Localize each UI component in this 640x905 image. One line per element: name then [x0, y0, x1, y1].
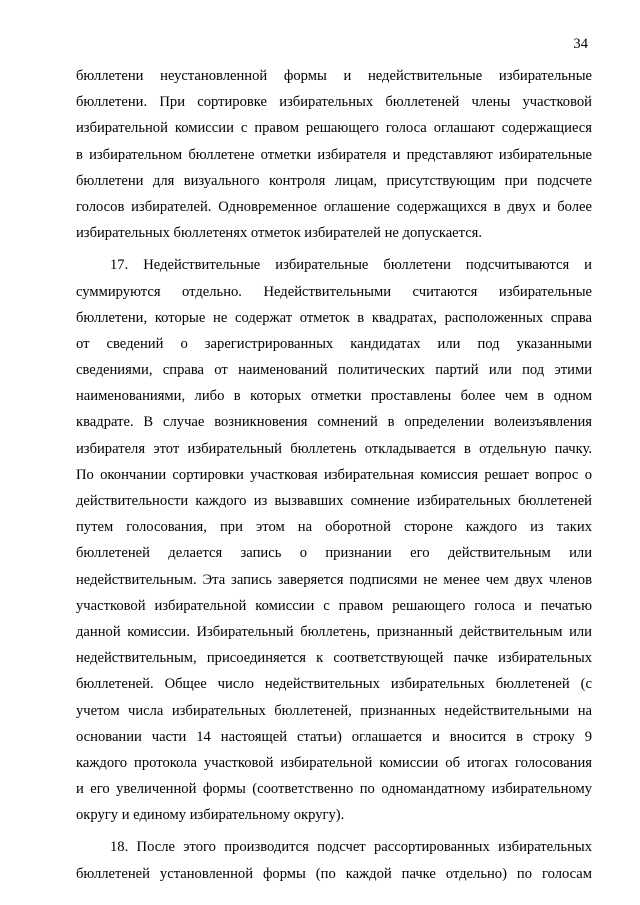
text-line: наименованиями, либо в которых отметки проставлены более чем в одном [76, 388, 592, 405]
text-line: бюллетени неустановленной формы и недействительные избирательные [76, 68, 592, 84]
text-line: 18. После этого производится подсчет рассортированных избирательных [110, 839, 592, 856]
text-line: квадрате. В случае возникновения сомнений в определении волеизъявления [76, 414, 592, 431]
text-line: суммируются отдельно. Недействительными считаются избирательные [76, 283, 592, 300]
document-body [76, 63, 592, 887]
text-line: избирательных бюллетенях отметок избирателей не допускается. [76, 225, 483, 242]
text-line: основании части 14 настоящей статьи) оглашается и вносится в строку 9 [76, 728, 592, 745]
text-line: бюллетеней установленной формы (по каждой пачке отдельно) по голосам [76, 865, 592, 882]
paragraph [76, 834, 592, 886]
text-line: участковой избирательной комиссии с правом решающего голоса и печатью [76, 597, 592, 614]
text-line: путем голосования, при этом на оборотной стороне каждого из таких [76, 519, 592, 536]
text-line: бюллетеней. Общее число недействительных избирательных бюллетеней (с [76, 676, 592, 693]
text-line: учетом числа избирательных бюллетеней, признанных недействительными на [76, 702, 592, 719]
paragraph [76, 252, 592, 828]
text-line: голосов избирателей. Одновременное оглашение содержащихся в двух и более [76, 198, 592, 215]
text-line: данной комиссии. Избирательный бюллетень, признанный действительным или [76, 623, 592, 640]
text-line: в избирательном бюллетене отметки избирателя и представляют избирательные [76, 146, 592, 163]
text-line: сведениями, справа от наименований политических партий или под этими [76, 362, 592, 379]
text-line: избирательной комиссии с правом решающего голоса оглашают содержащиеся [76, 120, 592, 137]
text-line: По окончании сортировки участковая избирательная комиссия решает вопрос о [76, 466, 592, 483]
text-line: бюллетени, которые не содержат отметок в квадратах, расположенных справа [76, 309, 592, 326]
text-line: от сведений о зарегистрированных кандидатах или под указанными [76, 335, 592, 352]
text-line: действительности каждого из вызвавших сомнение избирательных бюллетеней [76, 493, 592, 509]
paragraph [76, 63, 592, 246]
text-line: бюллетени. При сортировке избирательных бюллетеней члены участковой [76, 94, 592, 111]
text-line: бюллетеней делается запись о признании его действительным или [76, 545, 592, 562]
text-line: недействительным, присоединяется к соответствующей пачке избирательных [76, 650, 592, 667]
text-line: каждого протокола участковой избирательной комиссии об итогах голосования [76, 754, 592, 771]
text-line: избирателя этот избирательный бюллетень откладывается в отдельную пачку. [76, 440, 592, 457]
text-line: недействительным. Эта запись заверяется подписями не менее чем двух членов [76, 571, 592, 588]
text-line: и его увеличенной формы (соответственно по одномандатному избирательному [76, 781, 592, 798]
text-line: бюллетени для визуального контроля лицам, присутствующим при подсчете [76, 172, 592, 189]
page-number: 34 [573, 36, 588, 52]
text-line: 17. Недействительные избирательные бюллетени подсчитываются и [110, 257, 592, 274]
text-line: округу и единому избирательному округу). [76, 807, 345, 824]
